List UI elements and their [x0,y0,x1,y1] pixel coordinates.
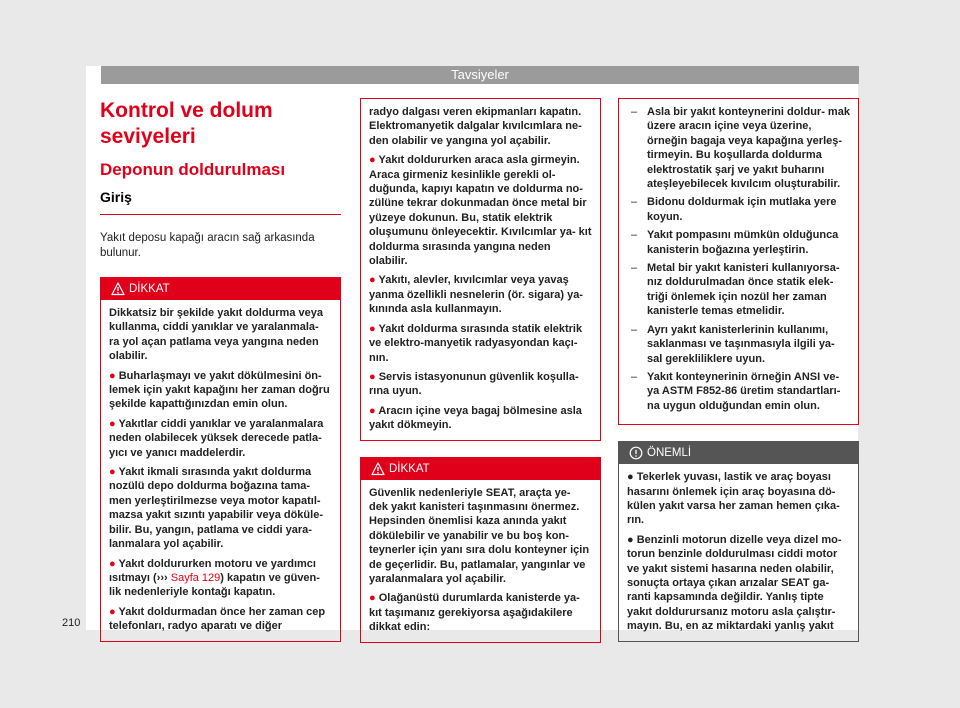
warning-box [100,277,341,642]
bullet-icon: ● [109,369,116,382]
warning-box-continued [360,98,601,441]
warning-bullet: ● Yakıt ikmali sırasında yakıt doldurma nozülü depo doldurma boğazına tama- men yerleştirilmezse veya motor kapatıl- mazsa yakıt sızıntı yapabilir veya döküle- bilir. Bu, yangın, patlama ve ciddi yara- lanmalara yol açabilir. [109,466,323,551]
warning-body [101,300,340,641]
warning-bullet: ● Olağanüstü durumlarda kanisterde ya- kıt taşımanız gerekiyorsa aşağıdakilere dikkat edin: [369,592,580,634]
list-item: – Ayrı yakıt kanisterlerinin kullanımı, saklanması ve taşınmasıyla ilgili ya- sal gerekliliklere uyun. [627,323,850,366]
chapter-title-line2: seviyeleri [100,125,196,148]
warning-intro: Dikkatsiz bir şekilde yakıt doldurma veya kullanma, ciddi yanıklar ve yaralanmala- ra yol açan patlama veya yangına neden olabilir. [109,307,323,363]
note-bullet: ● Benzinli motorun dizelle veya dizel mo- torun benzinle doldurulması ciddi motor ve yakıt sistemi hasarına neden olabilir, sonuçta ortaya çıkan arızalar SEAT ga- ranti kapsamında değildir. Yanlış tipte yakıt doldurursanız motoru asla çalıştır- mayın. Bu, en az miktardaki yanlış yakıt [627,533,842,633]
warning-bullet: ● Buharlaşmayı ve yakıt dökülmesini ön- lemek için yakıt kapağını her zaman doğru şekilde kapattığınızdan emin olun. [109,369,330,411]
bullet-icon: ● [369,154,376,167]
dash-list [627,105,850,413]
chapter-title-line1: Kontrol ve dolum [100,99,273,122]
warning-bullet: ● Yakıtı, alevler, kıvılcımlar veya yavaş yanma özellikli nesnelerin (ör. sigara) ya- kınında asla kullanmayın. [369,274,583,316]
list-item: – Metal bir yakıt kanisteri kullanıyorsa- nız doldurulmadan önce statik elek- triği önlemek için nozül her zaman kanisterle temas etmelidir. [627,261,850,319]
warning-bullet: ● Yakıt doldurma sırasında statik elektrik ve elektro-manyetik radyasyondan kaçı- nın. [369,322,583,364]
list-item: – Yakıt pompasını mümkün olduğunca kanisterin boğazına yerleştirin. [627,228,850,257]
column-1 [100,98,341,658]
page-reference-link[interactable]: Sayfa 129 [170,571,221,584]
note-bullet: ● Tekerlek yuvası, lastik ve araç boyası hasarını önlemek için araç boyasına dö- külen yakıt varsa her zaman hemen çıka- rın. [627,471,840,527]
warning-body [619,99,858,424]
warning-intro: Güvenlik nedenleriyle SEAT, araçta ye- dek yakıt kanisteri taşınmasını önermez. Hepsinden önemlisi kaza anında yakıt dökülebilir ve yanabilir ve bu boş kon- teynerler için yanı sıra dolu konteyner için de geçerlidir. Bu, patlamalar, yangınlar ve yaralanmalara yol açabilir. [369,486,590,585]
bullet-icon: ● [627,471,634,484]
warning-box-2 [360,457,601,643]
list-item: – Yakıt konteynerinin örneğin ANSI ve- ya ASTM F852-86 üretim standartları- na uygun olduğundan emin olun. [627,370,850,413]
warning-continuation: radyo dalgası veren ekipmanları kapatın. Elektromanyetik dalgalar kıvılcımlara ne- den olabilir ve yangına yol açabilir. [369,106,582,147]
bullet-icon: ● [369,404,376,417]
page-number: 210 [62,617,81,629]
warning-label: DİKKAT [389,462,430,475]
bullet-icon: ● [109,417,116,430]
warning-bullet: ● Yakıt doldururken motoru ve yardımcı ısıtmayı (››› Sayfa 129) kapatın ve güven- lik nedenleriyle kontağı kapatın. [109,557,320,599]
warning-header [101,278,340,300]
note-box [618,441,859,641]
bullet-icon: ● [369,592,376,605]
info-circle-icon [629,446,643,460]
warning-box-continued [618,98,859,425]
bullet-icon: ● [109,557,116,570]
subtitle: Deponun doldurulması [100,160,286,179]
column-2 [360,98,601,659]
warning-bullet: ● Yakıt doldurmadan önce her zaman cep telefonları, radyo aparatı ve diğer [109,605,326,633]
bullet-icon: ● [109,605,116,618]
chapter-header: Tavsiyeler [101,66,859,84]
warning-body [361,99,600,440]
bullet-icon: ● [369,370,376,383]
warning-body [361,480,600,642]
note-header [619,442,858,464]
chapter-title [100,98,341,150]
bullet-icon: ● [369,274,376,287]
bullet-icon: ● [369,322,376,335]
warning-bullet: ● Yakıtlar ciddi yanıklar ve yaralanmalara neden olabilecek yüksek derecede patla- yıcı ve yanıcı maddelerdir. [109,417,324,459]
warning-triangle-icon [371,462,385,476]
warning-triangle-icon [111,282,125,296]
note-body [619,464,858,640]
list-item: – Bidonu doldurmak için mutlaka yere koyun. [627,195,850,224]
section-heading: Giriş [100,188,341,215]
column-3 [618,98,859,658]
bullet-icon: ● [627,533,634,546]
warning-bullet: ● Aracın içine veya bagaj bölmesine asla yakıt dökmeyin. [369,404,582,432]
note-label: ÖNEMLİ [647,447,692,460]
warning-header [361,458,600,480]
intro-text: Yakıt deposu kapağı aracın sağ arkasında bulunur. [100,232,315,259]
warning-label: DİKKAT [129,283,170,295]
list-item: – Asla bir yakıt konteynerini doldur- mak üzere aracın içine veya üzerine, örneğin bagaja veya kapağına yerleş- tirmeyin. Bu koşullarda doldurma elektrostatik şarj ve yakıt buharını ateşleyebilecek kıvılcım oluşturabilir. [627,105,850,191]
bullet-icon: ● [109,466,116,479]
page-reference-arrow: ››› [156,571,168,584]
warning-bullet: ● Servis istasyonunun güvenlik koşulla- rına uyun. [369,370,579,398]
warning-bullet: ● Yakıt doldururken araca asla girmeyin. Araca girmeniz kesinlikle gerekli ol- duğunda, kapıyı kapatın ve doldurma no- zülüne tekrar dokunmadan önce metal bir yüzeye dokunun. Bu, statik elektrik oluşumunu önleyecektir. Kıvılcımlar ya- kıt doldurma sırasında yangına neden olabilir. [369,154,592,268]
